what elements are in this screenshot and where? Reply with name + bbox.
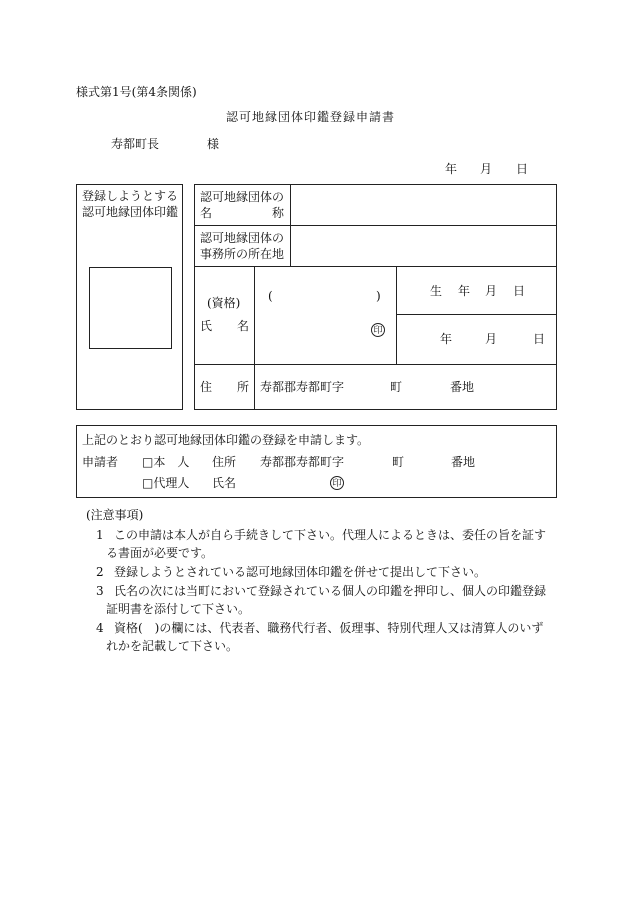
seal-box-label-line1: 登録しようとする [82, 189, 179, 203]
note-item-2 [96, 563, 548, 581]
note-number: 2 [96, 565, 104, 579]
date2-year: 年 [440, 332, 453, 346]
org-name-label-line1: 認可地縁団体の [200, 190, 285, 204]
applicant-lot: 番地 [451, 455, 476, 469]
note-text: 氏名の次には当町において登録されている個人の印鑑を押印し、個人の印鑑登録 [114, 584, 547, 598]
birth-day: 日 [513, 284, 526, 298]
note-item-1 [96, 526, 548, 562]
applicant-statement: 上記のとおり認可地縁団体印鑑の登録を申請します。 [82, 433, 370, 447]
table-divider [290, 184, 291, 266]
table-divider [396, 314, 557, 315]
qualification-paren-open: ( [268, 289, 273, 303]
seal-impression-area[interactable] [89, 267, 172, 349]
org-name-label-mei: 名 [200, 206, 213, 220]
table-divider [194, 364, 557, 365]
note-text: この申請は本人が自ら手続きして下さい。代理人によるときは、委任の旨を証す [114, 528, 547, 542]
page-title: 認可地縁団体印鑑登録申請書 [226, 110, 396, 124]
applicant-seal-icon: 印 [330, 476, 344, 490]
applicant-address-label: 住所 [212, 455, 237, 469]
qualification-label: (資格) [207, 296, 241, 310]
table-divider [194, 266, 557, 267]
note-text: 資格( )の欄には、代表者、職務代行者、仮理事、特別代理人又は清算人のいず [114, 621, 544, 635]
birth-year: 年 [458, 284, 471, 298]
applicant-name-label: 氏名 [212, 476, 237, 490]
note-text-cont: れかを記載して下さい。 [106, 639, 239, 653]
self-option-checkbox[interactable]: □本 人 [142, 455, 190, 469]
table-divider [194, 225, 557, 226]
office-label-line1: 認可地縁団体の [200, 231, 285, 245]
address-town: 町 [390, 380, 403, 394]
name-label-shi: 氏 [200, 319, 213, 333]
office-label-line2: 事務所の所在地 [200, 247, 285, 261]
qualification-field[interactable] [274, 287, 374, 305]
date2-day: 日 [533, 332, 546, 346]
addressee: 寿都町長 [111, 137, 160, 151]
birth-month: 月 [485, 284, 498, 298]
note-item-3 [96, 582, 548, 618]
note-number: 4 [96, 621, 104, 635]
org-name-label-sho: 称 [272, 206, 285, 220]
seal-box-label-line2: 認可地縁団体印鑑 [82, 205, 179, 219]
qualification-paren-close: ) [376, 289, 381, 303]
note-number: 3 [96, 584, 104, 598]
proxy-name-field[interactable] [240, 474, 325, 492]
office-address-field[interactable] [292, 227, 555, 265]
name-label-mei: 名 [237, 319, 250, 333]
addressee-suffix: 様 [207, 137, 220, 151]
address-lot: 番地 [450, 380, 475, 394]
note-text-cont: 証明書を添付して下さい。 [106, 602, 251, 616]
birth-prefix: 生 [430, 284, 443, 298]
address-label-sho: 所 [237, 380, 250, 394]
note-number: 1 [96, 528, 104, 542]
applicant-label: 申請者 [82, 455, 119, 469]
seal-mark-icon: 印 [371, 323, 385, 337]
applicant-address-value: 寿都郡寿都町字 [260, 455, 345, 469]
table-divider [396, 266, 397, 364]
note-text-cont: る書面が必要です。 [106, 546, 214, 560]
date-month: 月 [480, 162, 493, 176]
date-year: 年 [445, 162, 458, 176]
proxy-option-checkbox[interactable]: □代理人 [142, 476, 190, 490]
note-text: 登録しようとされている認可地縁団体印鑑を併せて提出して下さい。 [114, 565, 487, 579]
date-day: 日 [516, 162, 529, 176]
applicant-name-field[interactable] [258, 314, 368, 354]
applicant-town: 町 [392, 455, 405, 469]
date2-month: 月 [485, 332, 498, 346]
form-number: 様式第1号(第4条関係) [76, 85, 197, 99]
note-item-4 [96, 619, 548, 655]
address-value: 寿都郡寿都町字 [260, 380, 345, 394]
notes-heading: (注意事項) [86, 508, 144, 522]
address-label-ju: 住 [200, 380, 213, 394]
org-name-field[interactable] [292, 186, 555, 224]
table-divider [254, 266, 255, 410]
